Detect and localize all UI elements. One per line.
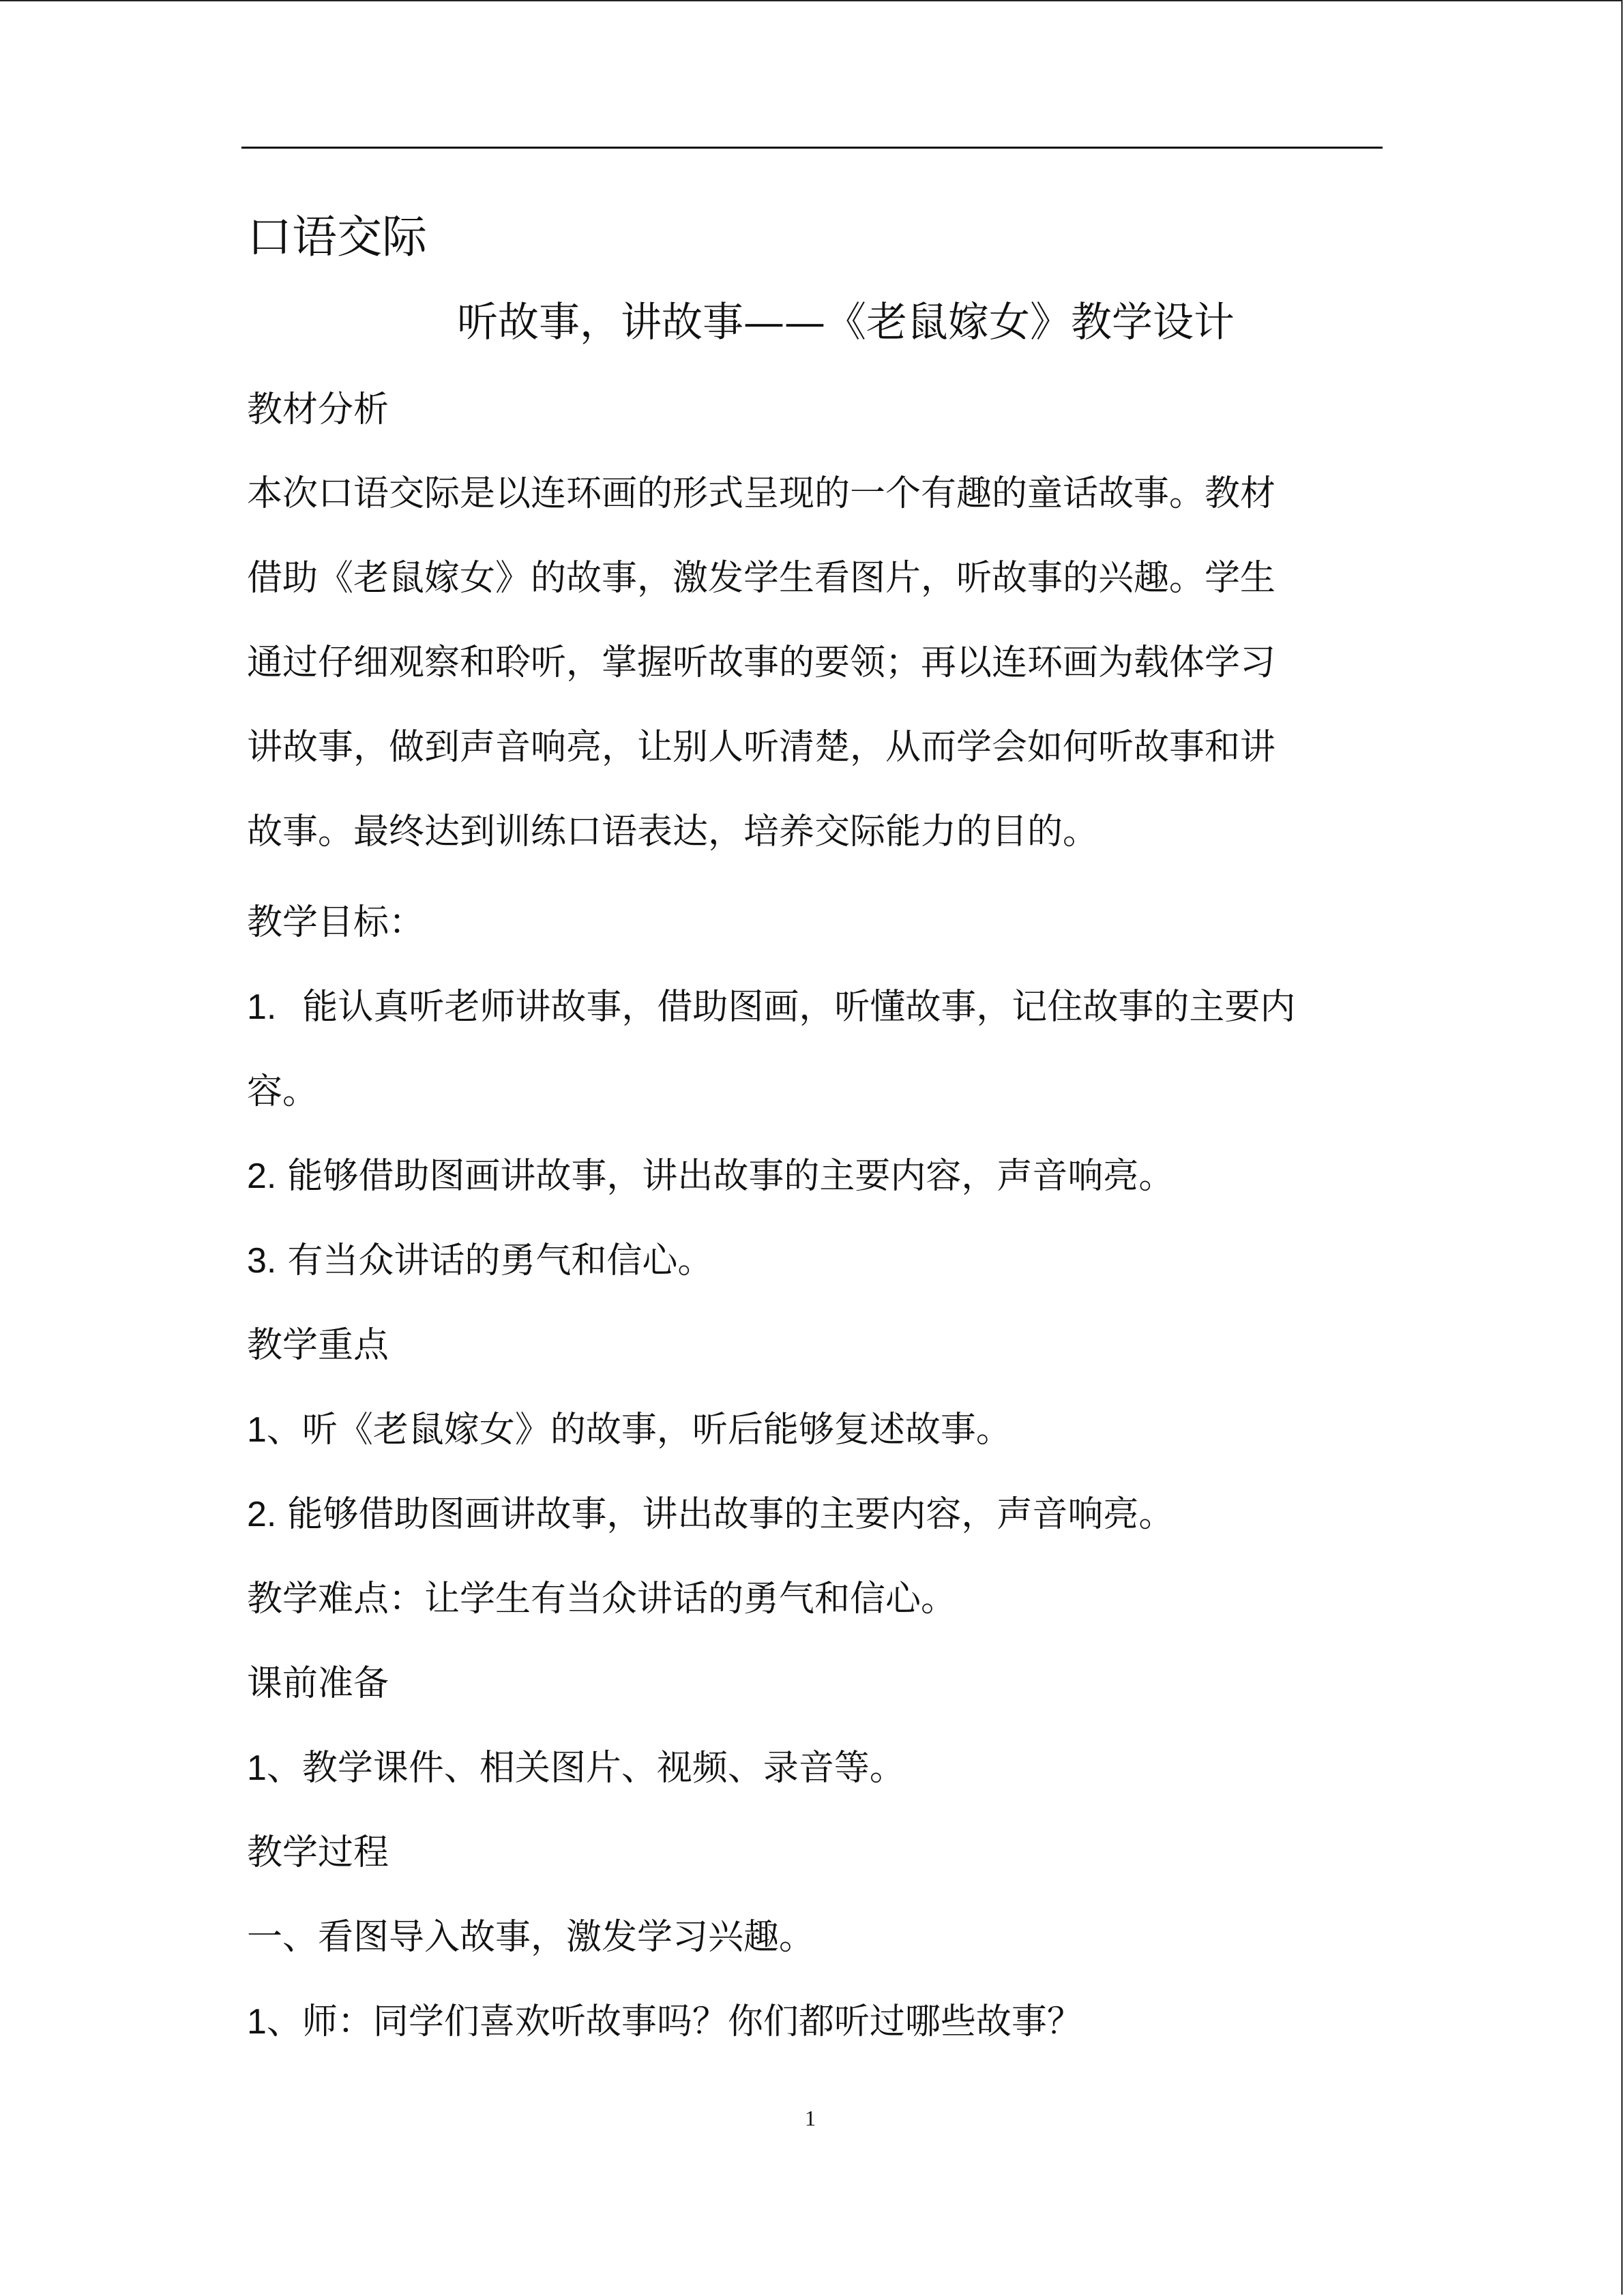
objective-2-text: 能够借助图画讲故事，讲出故事的主要内容，声音响亮。 [287, 1156, 1175, 1197]
material-analysis-line: 讲故事，做到声音响亮，让别人听清楚，从而学会如何听故事和讲 [247, 727, 1276, 768]
section-heading: 口语交际 [247, 211, 427, 263]
objective-item-2 [247, 1156, 1175, 1197]
page-number: 1 [805, 2106, 816, 2130]
process-heading: 教学过程 [247, 1832, 389, 1873]
preparation-item-1 [247, 1748, 905, 1789]
objectives-heading: 教学目标： [247, 902, 425, 943]
objective-2-number: 2. [247, 1157, 277, 1196]
objective-1-text: 能认真听老师讲故事，借助图画，听懂故事，记住故事的主要内 [302, 987, 1296, 1028]
header-rule [241, 147, 1383, 149]
key-point-2-text: 能够借助图画讲故事，讲出故事的主要内容，声音响亮。 [287, 1494, 1175, 1535]
teaching-difficulty: 教学难点：让学生有当众讲话的勇气和信心。 [247, 1579, 957, 1620]
key-point-item-1 [247, 1412, 1012, 1448]
material-analysis-line: 故事。最终达到训练口语表达，培养交际能力的目的。 [247, 811, 1099, 852]
material-analysis-line: 本次口语交际是以连环画的形式呈现的一个有趣的童话故事。教材 [247, 473, 1276, 514]
objective-1-number: 1. [247, 987, 277, 1027]
process-step-1-item-1 [247, 2001, 1082, 2042]
document-title: 听故事，讲故事——《老鼠嫁女》教学设计 [457, 299, 1235, 346]
objective-item-1-continued: 容。 [247, 1071, 319, 1112]
material-analysis-heading: 教材分析 [247, 389, 389, 430]
key-point-2-number: 2. [247, 1495, 277, 1534]
process-item-1-text: 、师：同学们喜欢听故事吗？你们都听过哪些故事？ [266, 2001, 1082, 2042]
process-item-1-number: 1 [247, 2002, 267, 2042]
objective-3-text: 有当众讲话的勇气和信心。 [287, 1240, 713, 1281]
key-point-1-text: 、听《老鼠嫁女》的故事，听后能够复述故事。 [266, 1410, 1012, 1450]
preparation-heading: 课前准备 [247, 1663, 389, 1704]
preparation-1-number: 1 [247, 1748, 267, 1788]
objective-3-number: 3. [247, 1241, 277, 1281]
process-step-1: 一、看图导入故事，激发学习兴趣。 [247, 1917, 815, 1958]
preparation-1-text: 、教学课件、相关图片、视频、录音等。 [266, 1748, 905, 1789]
key-points-heading: 教学重点 [247, 1325, 389, 1366]
material-analysis-line: 借助《老鼠嫁女》的故事，激发学生看图片，听故事的兴趣。学生 [247, 558, 1276, 599]
objective-item-3 [247, 1240, 713, 1281]
key-point-1-number: 1 [247, 1410, 267, 1450]
material-analysis-line: 通过仔细观察和聆听，掌握听故事的要领；再以连环画为载体学习 [247, 642, 1276, 683]
objective-item-1 [247, 987, 1296, 1028]
key-point-item-2 [247, 1494, 1175, 1535]
